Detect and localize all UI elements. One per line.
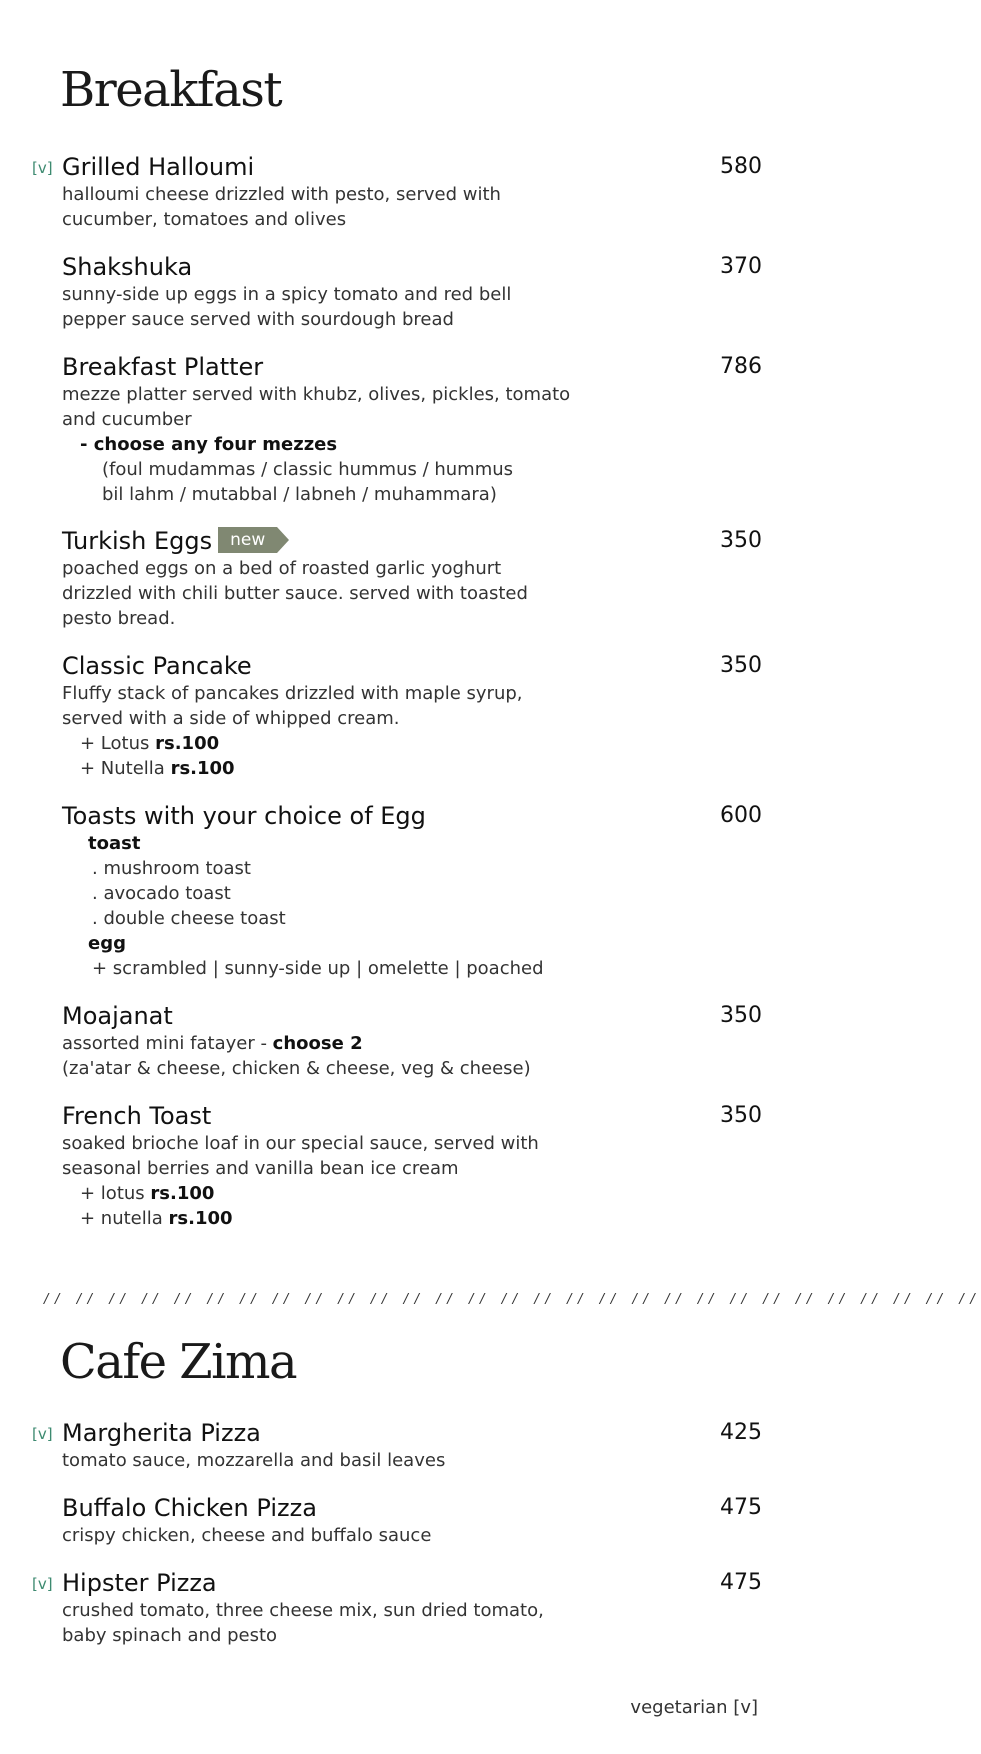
item-price: 350 — [720, 653, 762, 678]
item-name: Margherita Pizza — [62, 1419, 261, 1447]
description-line: soaked brioche loaf in our special sauce, served with — [62, 1133, 539, 1154]
item-description — [62, 1031, 582, 1081]
item-description — [62, 182, 582, 232]
vegetarian-marker: [v] — [32, 1425, 53, 1443]
mezze-options: (foul mudammas / classic hummus / hummus — [102, 459, 514, 480]
item-description — [62, 1131, 582, 1231]
menu-item-margherita-pizza — [32, 1418, 762, 1473]
section-divider: // // // // // // // // // // // // // // // // // // // // // // // // // // // // // — [44, 1292, 981, 1307]
menu-item-french-toast — [62, 1101, 762, 1231]
item-name: Shakshuka — [62, 253, 193, 281]
item-price: 475 — [720, 1570, 762, 1595]
menu-item-toasts — [62, 801, 762, 981]
toast-option: . double cheese toast — [92, 908, 286, 929]
description-line: tomato sauce, mozzarella and basil leaves — [62, 1450, 446, 1471]
description-line: pesto bread. — [62, 608, 176, 629]
item-name: Toasts with your choice of Egg — [62, 802, 426, 830]
description-line: crushed tomato, three cheese mix, sun dried tomato, — [62, 1600, 544, 1621]
description-line: served with a side of whipped cream. — [62, 708, 400, 729]
egg-heading: egg — [88, 933, 126, 954]
description-line: Fluffy stack of pancakes drizzled with maple syrup, — [62, 683, 523, 704]
item-name: French Toast — [62, 1102, 212, 1130]
description-line: and cucumber — [62, 409, 192, 430]
item-description — [62, 1598, 582, 1648]
addon-price: rs.100 — [150, 1183, 215, 1204]
item-description — [62, 1448, 582, 1473]
item-name: Hipster Pizza — [62, 1569, 217, 1597]
section-title-cafe-zima: Cafe Zima — [60, 1334, 297, 1390]
description-line: mezze platter served with khubz, olives, pickles, tomato — [62, 384, 571, 405]
egg-options: + scrambled | sunny-side up | omelette | poached — [92, 958, 544, 979]
choose-note: choose 2 — [272, 1033, 363, 1054]
description-line: halloumi cheese drizzled with pesto, served with — [62, 184, 501, 205]
section-title-breakfast: Breakfast — [60, 62, 282, 118]
item-description — [62, 282, 582, 332]
item-name-text: Turkish Eggs — [62, 527, 213, 555]
item-description — [62, 681, 582, 781]
description-line: (za'atar & cheese, chicken & cheese, veg & cheese) — [62, 1058, 531, 1079]
description-line: seasonal berries and vanilla bean ice cream — [62, 1158, 459, 1179]
addon-label: + Nutella — [80, 758, 165, 779]
menu-item-hipster-pizza — [32, 1568, 762, 1648]
item-price: 786 — [720, 354, 762, 379]
toast-option: . mushroom toast — [92, 858, 251, 879]
item-name — [62, 526, 762, 556]
item-price: 370 — [720, 254, 762, 279]
item-description — [62, 382, 582, 507]
description-line: drizzled with chili butter sauce. served with toasted — [62, 583, 528, 604]
item-price: 475 — [720, 1495, 762, 1520]
item-name: Grilled Halloumi — [62, 153, 255, 181]
item-description — [62, 1523, 582, 1548]
description-line: baby spinach and pesto — [62, 1625, 278, 1646]
vegetarian-marker: [v] — [32, 159, 53, 177]
item-price: 580 — [720, 154, 762, 179]
item-price: 600 — [720, 803, 762, 828]
item-price: 350 — [720, 1003, 762, 1028]
menu-item-shakshuka — [62, 252, 762, 332]
item-description — [62, 556, 582, 631]
description-line: cucumber, tomatoes and olives — [62, 209, 347, 230]
addon-label: + Lotus — [80, 733, 150, 754]
description-line: poached eggs on a bed of roasted garlic yoghurt — [62, 558, 502, 579]
vegetarian-legend: vegetarian [v] — [630, 1697, 758, 1718]
choose-note: - choose any four mezzes — [80, 434, 338, 455]
addon-price: rs.100 — [168, 1208, 233, 1229]
addon-nutella — [62, 1206, 582, 1231]
menu-item-grilled-halloumi — [32, 152, 762, 232]
description-line: sunny-side up eggs in a spicy tomato and red bell — [62, 284, 512, 305]
addon-label: + lotus — [80, 1183, 145, 1204]
menu-item-moajanat — [62, 1001, 762, 1081]
description-line — [62, 1031, 582, 1056]
mezze-options: bil lahm / mutabbal / labneh / muhammara) — [102, 484, 497, 505]
menu-item-turkish-eggs — [62, 526, 762, 631]
addon-label: + nutella — [80, 1208, 163, 1229]
addon-nutella — [62, 756, 582, 781]
addon-price: rs.100 — [170, 758, 235, 779]
menu-item-classic-pancake — [62, 651, 762, 781]
item-name: Moajanat — [62, 1002, 173, 1030]
item-price: 425 — [720, 1420, 762, 1445]
description-text: assorted mini fatayer - — [62, 1033, 273, 1054]
item-name: Buffalo Chicken Pizza — [62, 1494, 317, 1522]
toast-heading: toast — [88, 833, 141, 854]
new-badge: new — [218, 527, 277, 553]
menu-item-breakfast-platter — [62, 352, 762, 507]
toast-option: . avocado toast — [92, 883, 231, 904]
item-description — [62, 831, 582, 981]
addon-price: rs.100 — [155, 733, 220, 754]
item-price: 350 — [720, 1103, 762, 1128]
item-name: Classic Pancake — [62, 652, 252, 680]
vegetarian-marker: [v] — [32, 1575, 53, 1593]
description-line: crispy chicken, cheese and buffalo sauce — [62, 1525, 432, 1546]
menu-item-buffalo-chicken-pizza — [62, 1493, 762, 1548]
item-price: 350 — [720, 528, 762, 553]
description-line: pepper sauce served with sourdough bread — [62, 309, 454, 330]
item-name: Breakfast Platter — [62, 353, 264, 381]
addon-lotus — [62, 1181, 582, 1206]
addon-lotus — [62, 731, 582, 756]
